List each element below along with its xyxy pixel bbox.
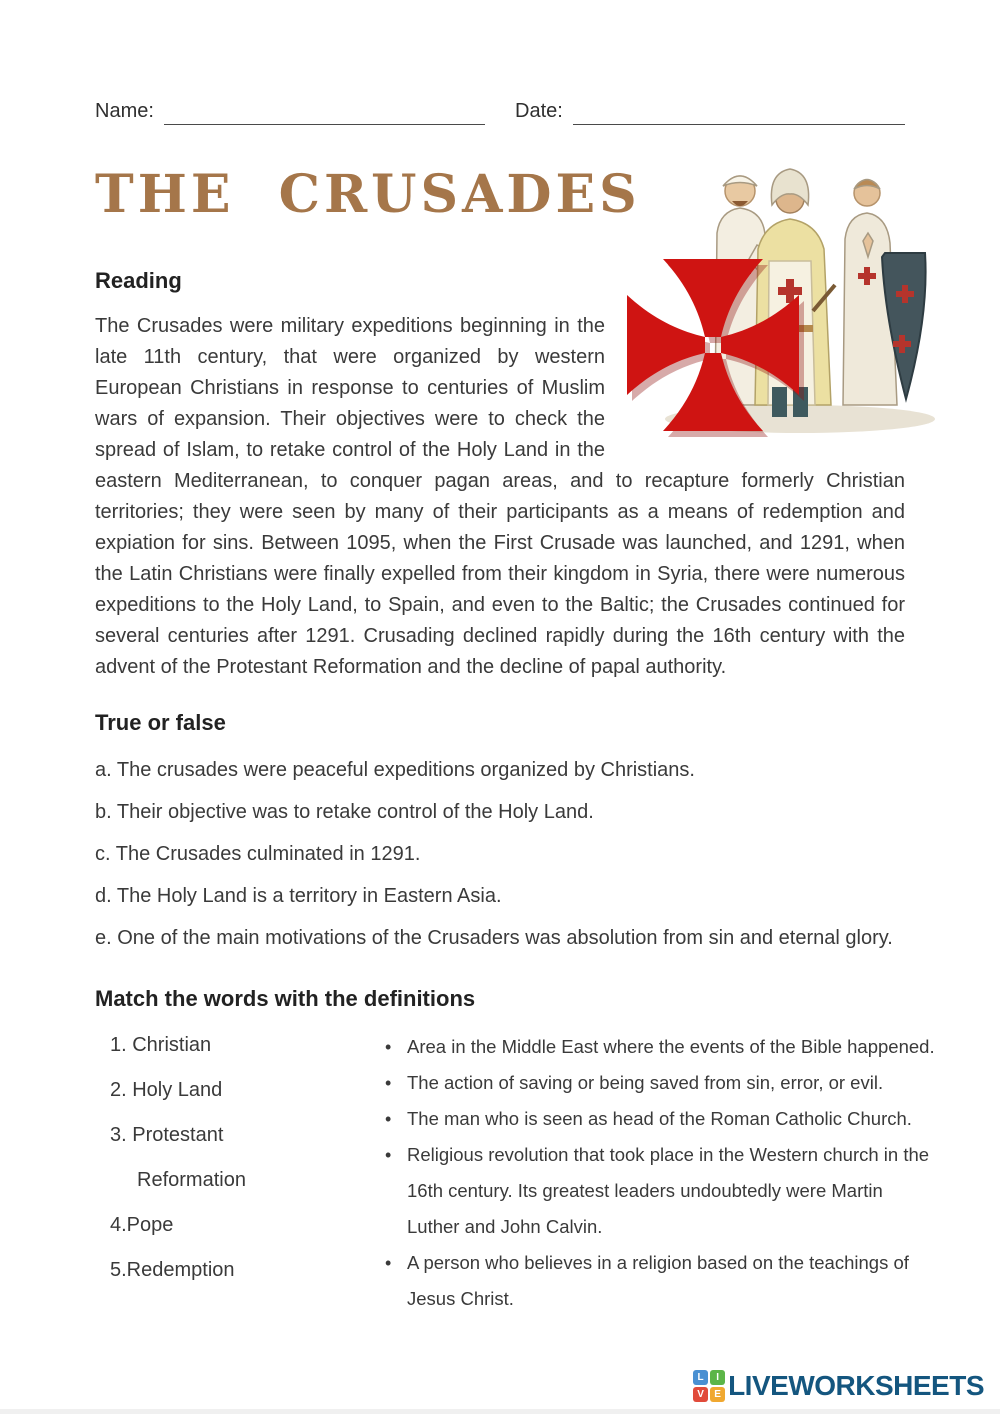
date-input-line[interactable] [573,102,905,125]
logo-square-i: I [710,1370,725,1385]
true-false-list [95,749,905,959]
crusaders-illustration [605,153,935,453]
logo-square-v: V [693,1387,708,1402]
liveworksheets-wordmark: LIVEWORKSHEETS [728,1370,984,1401]
logo-square-l: L [693,1370,708,1385]
definition-item: • A person who believes in a religion based on the teachings of Jesus Christ. [385,1245,940,1317]
true-false-item-b: b. Their objective was to retake control of the Holy Land. [95,801,594,823]
word-item-5: 5.Redemption [110,1259,235,1281]
logo-square-e: E [710,1387,725,1402]
matching-section [95,1023,935,1317]
true-false-item-c: c. The Crusades culminated in 1291. [95,843,421,865]
liveworksheets-logo[interactable] [693,1370,984,1402]
name-field [95,100,485,125]
definition-item: • The man who is seen as head of the Roman Catholic Church. [385,1101,940,1137]
liveworksheets-grid-icon [693,1370,725,1402]
page-title: THE CRUSADES [95,164,641,225]
definition-list [360,1029,940,1317]
date-field [515,100,905,125]
definition-item: • Religious revolution that took place in the Western church in the 16th century. Its greatest leaders undoubtedly were Martin Luther and John Calvin. [385,1137,940,1245]
word-item-2: 2. Holy Land [110,1079,223,1101]
matching-heading: Match the words with the definitions [95,986,476,1011]
word-item-3: 3. Protestant Reformation [110,1124,246,1191]
word-item-1: 1. Christian [110,1034,212,1056]
name-input-line[interactable] [164,102,485,125]
true-false-item-e: e. One of the main motivations of the Crusaders was absolution from sin and eternal glory. [95,927,893,949]
date-label: Date: [515,100,563,122]
name-date-row [95,0,905,125]
reading-paragraph: The Crusades were military expeditions beginning in the late 11th century, that were organized by western European Christians in response to centuries of Muslim wars of expansion. Their objectives were to check the spread of Islam, to retake control of the Holy Land in the eastern Mediterranean, to conquer pagan areas, and to recapture formerly Christian territories; they were seen by many of their participants as a means of redemption and expiation for sins. Between 1095, when the First Crusade was launched, and 1291, when the Latin Christians were finally expelled from their kingdom in Syria, there were numerous expeditions to the Holy Land, to Spain, and even to the Baltic; the Crusades continued for several centuries after 1291. Crusading declined rapidly during the 16th century with the advent of the Protestant Reformation and the decline of papal authority. [95,315,905,678]
definition-item: • The action of saving or being saved from sin, error, or evil. [385,1065,940,1101]
word-item-4: 4.Pope [110,1214,174,1236]
definition-item: • Area in the Middle East where the events of the Bible happened. [385,1029,940,1065]
name-label: Name: [95,100,154,122]
true-false-item-a: a. The crusades were peaceful expeditions organized by Christians. [95,759,695,781]
bottom-edge-strip [0,1409,1000,1414]
true-false-heading: True or false [95,710,226,735]
word-list [95,1023,305,1317]
true-false-item-d: d. The Holy Land is a territory in Eastern Asia. [95,885,502,907]
reading-heading: Reading [95,268,182,293]
